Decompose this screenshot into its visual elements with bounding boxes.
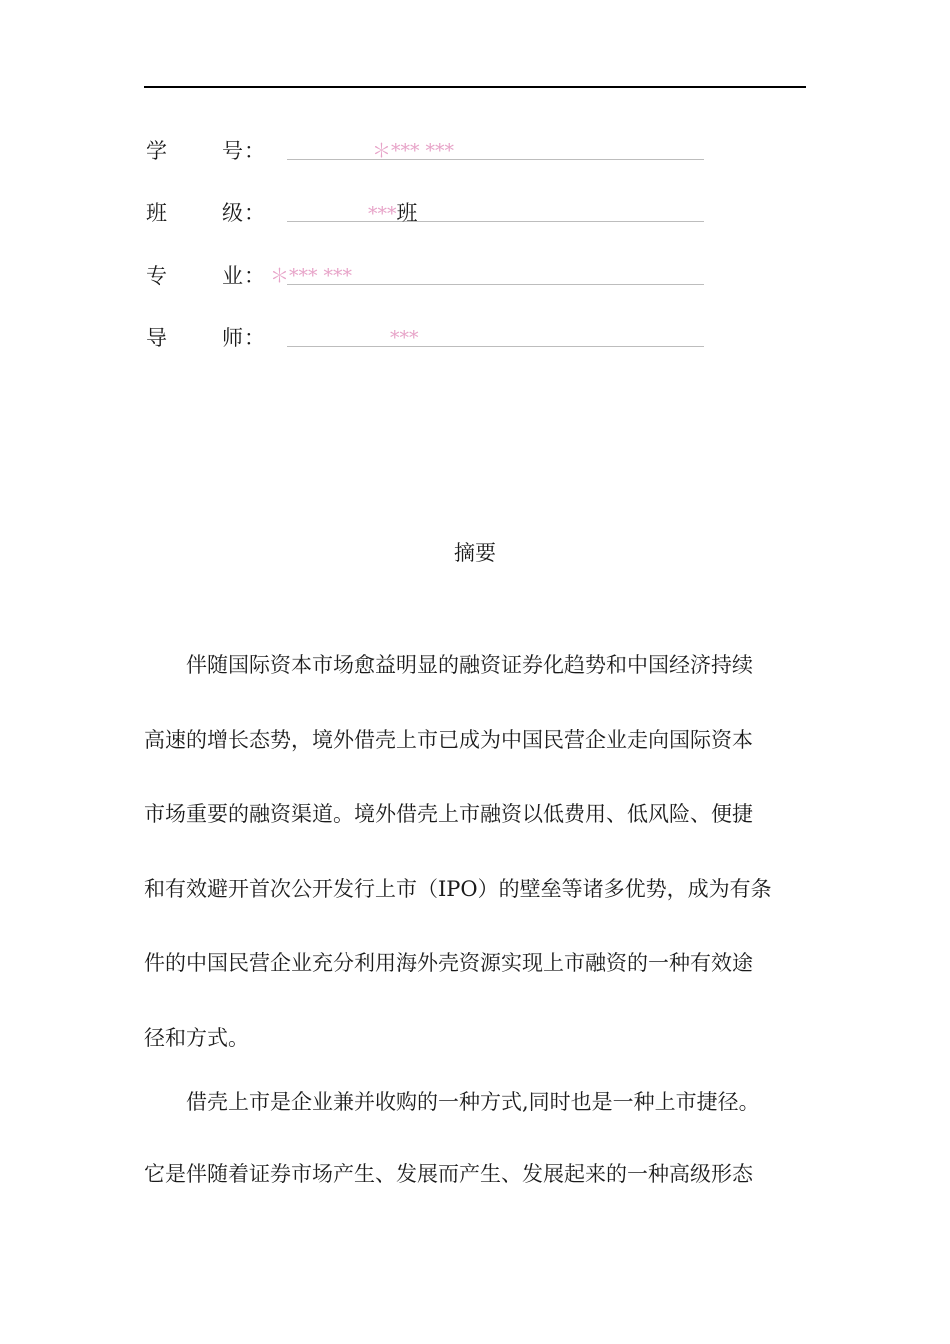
label-char: 导 [146, 326, 167, 350]
info-label-class [144, 198, 274, 228]
label-colon: ： [244, 326, 265, 350]
abstract-line: 高速的增长态势，境外借壳上市已成为中国民营企业走向国际资本 [144, 728, 753, 752]
abstract-line: 和有效避开首次公开发行上市（IPO）的壁垒等诸多优势，成为有条 [144, 877, 772, 901]
info-row-advisor [144, 323, 704, 353]
info-row-major [144, 261, 704, 291]
label-char: 班 [146, 201, 167, 225]
student-id-value: ＊*** *** [372, 140, 455, 162]
class-value [368, 198, 418, 228]
info-label-advisor [144, 323, 274, 353]
info-row-class [144, 198, 704, 228]
underline [287, 221, 704, 222]
info-label-student-id [144, 136, 274, 166]
abstract-line: 径和方式。 [144, 1026, 249, 1050]
abstract-line: 市场重要的融资渠道。境外借壳上市融资以低费用、低风险、便捷 [144, 802, 753, 826]
abstract-title: 摘要 [454, 541, 496, 565]
label-char: 级 [222, 201, 243, 225]
label-colon: ： [244, 201, 265, 225]
underline [287, 346, 704, 347]
class-value-masked: *** [368, 203, 397, 225]
info-row-student-id [144, 136, 704, 166]
underline [287, 159, 704, 160]
major-value: ＊*** *** [270, 265, 353, 287]
label-char: 专 [146, 264, 167, 288]
class-value-suffix: 班 [396, 201, 418, 225]
abstract-line: 借壳上市是企业兼并收购的一种方式,同时也是一种上市捷径。 [186, 1090, 760, 1114]
abstract-line: 件的中国民营企业充分利用海外壳资源实现上市融资的一种有效途 [144, 951, 753, 975]
abstract-line: 伴随国际资本市场愈益明显的融资证券化趋势和中国经济持续 [186, 653, 753, 677]
abstract-line: 它是伴随着证券市场产生、发展而产生、发展起来的一种高级形态 [144, 1162, 753, 1186]
label-colon: ： [244, 139, 265, 163]
label-colon: ： [244, 264, 265, 288]
top-rule [144, 86, 806, 88]
label-char: 业 [222, 264, 243, 288]
label-char: 学 [146, 139, 167, 163]
label-char: 号 [222, 139, 243, 163]
info-label-major [144, 261, 274, 291]
label-char: 师 [222, 326, 243, 350]
advisor-value: *** [390, 327, 419, 349]
